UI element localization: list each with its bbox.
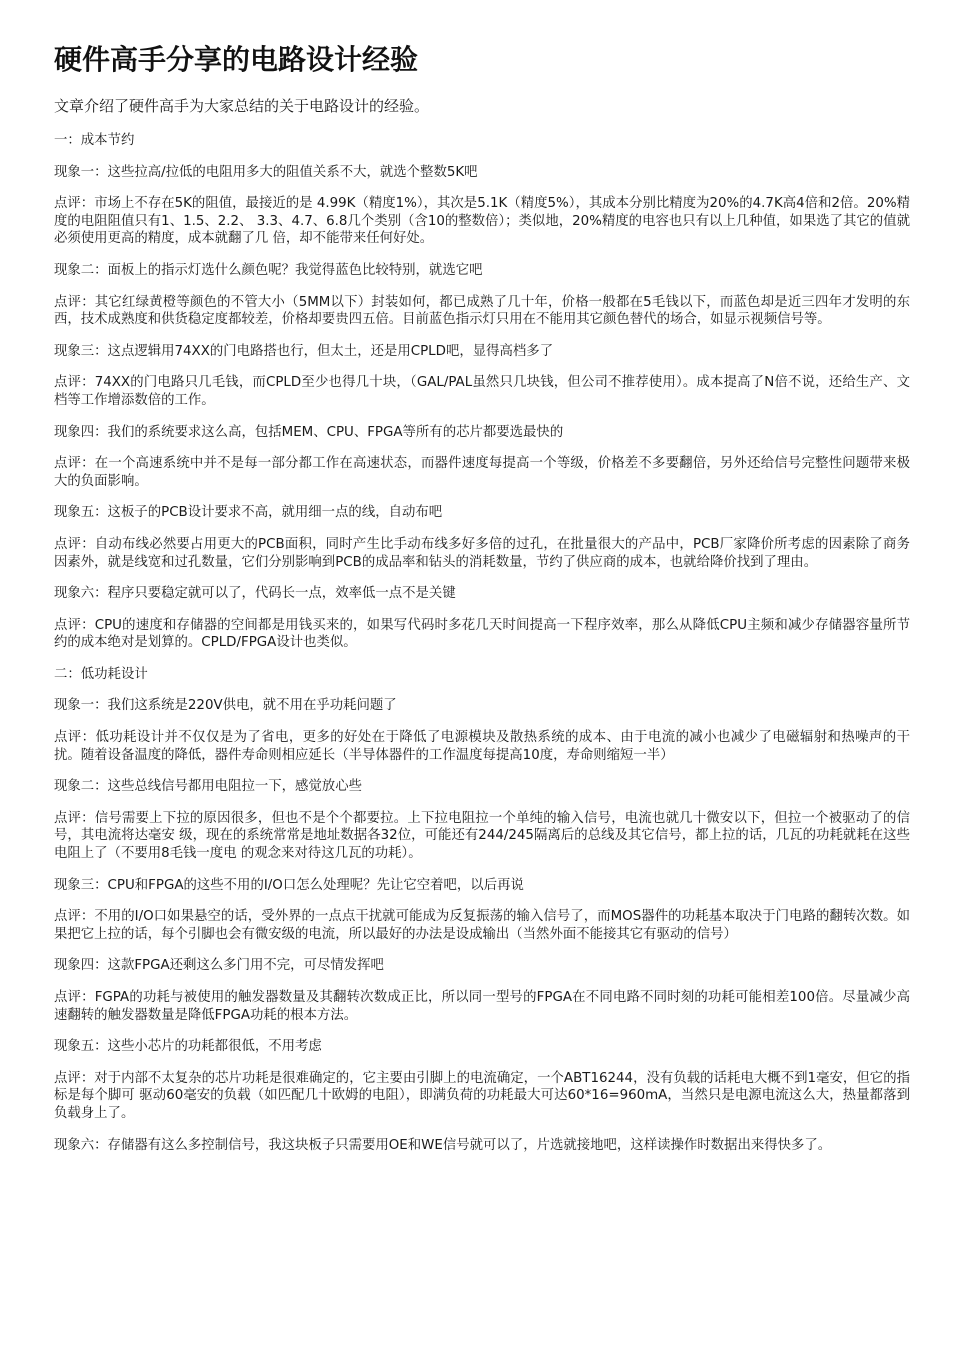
comment-paragraph: 点评：74XX的门电路只几毛钱，而CPLD至少也得几十块，（GAL/PAL虽然只几块钱，但公司不推荐使用）。成本提高了N倍不说，还给生产、文档等工作增添数倍的工作。 xyxy=(54,375,910,408)
comment-paragraph: 点评：FGPA的功耗与被使用的触发器数量及其翻转次数成正比，所以同一型号的FPGA在不同电路不同时刻的功耗可能相差100倍。尽量减少高速翻转的触发器数量是降低FPGA功耗的根本方法。 xyxy=(54,990,910,1023)
phenomenon-paragraph: 现象六：程序只要稳定就可以了，代码长一点，效率低一点不是关键 xyxy=(54,586,456,602)
comment-paragraph: 点评：低功耗设计并不仅仅是为了省电，更多的好处在于降低了电源模块及散热系统的成本、由于电流的减小也减少了电磁辐射和热噪声的干扰。随着设备温度的降低，器件寿命则相应延长（半导体器件的工作温度每提高10度，寿命则缩短一半） xyxy=(54,730,910,763)
phenomenon-paragraph: 现象一：这些拉高/拉低的电阻用多大的阻值关系不大，就选个整数5K吧 xyxy=(54,164,478,180)
comment-paragraph: 点评：自动布线必然要占用更大的PCB面积，同时产生比手动布线多好多倍的过孔，在批量很大的产品中，PCB厂家降价所考虑的因素除了商务因素外，就是线宽和过孔数量，它们分别影响到PCB的成品率和钻头的消耗数量，节约了供应商的成本，也就给降价找到了理由。 xyxy=(54,536,910,570)
document-intro: 文章介绍了硬件高手为大家总结的关于电路设计的经验。 xyxy=(54,97,430,115)
phenomenon-paragraph: 现象三：这点逻辑用74XX的门电路搭也行，但太土，还是用CPLD吧，显得高档多了 xyxy=(54,343,554,359)
comment-paragraph: 点评：信号需要上下拉的原因很多，但也不是个个都要拉。上下拉电阻拉一个单纯的输入信号，电流也就几十微安以下，但拉一个被驱动了的信号，其电流将达毫安 级，现在的系统常常是地址数据各32位，可能还有244/245隔离后的总线及其它信号，都上拉的话，几瓦的功耗就耗在这些电阻上了（不要用8毛钱一度电 的观念来对待这几瓦的功耗）。 xyxy=(54,810,910,862)
comment-paragraph: 点评：对于内部不太复杂的芯片功耗是很难确定的，它主要由引脚上的电流确定，一个ABT16244，没有负载的话耗电大概不到1毫安，但它的指标是每个脚可 驱动60毫安的负载（如匹配几十欧姆的电阻），即满负荷的功耗最大可达60*16=960mA，当然只是电源电流这么大，热量都落到负载身上了。 xyxy=(54,1070,910,1121)
phenomenon-paragraph: 现象六：存储器有这么多控制信号，我这块板子只需要用OE和WE信号就可以了，片选就接地吧，这样读操作时数据出来得快多了。 xyxy=(54,1137,832,1153)
section-heading-low-power: 二：低功耗设计 xyxy=(54,666,148,682)
phenomenon-paragraph: 现象四：我们的系统要求这么高，包括MEM、CPU、FPGA等所有的芯片都要选最快的 xyxy=(54,424,564,440)
document-title: 硬件高手分享的电路设计经验 xyxy=(54,43,419,76)
phenomenon-paragraph: 现象一：我们这系统是220V供电，就不用在乎功耗问题了 xyxy=(54,698,397,714)
phenomenon-paragraph: 现象二：面板上的指示灯选什么颜色呢？我觉得蓝色比较特别，就选它吧 xyxy=(54,262,483,278)
phenomenon-paragraph: 现象五：这些小芯片的功耗都很低，不用考虑 xyxy=(54,1039,322,1055)
comment-paragraph: 点评：在一个高速系统中并不是每一部分都工作在高速状态，而器件速度每提高一个等级，价格差不多要翻倍，另外还给信号完整性问题带来极大的负面影响。 xyxy=(54,456,910,489)
section-heading-cost: 一：成本节约 xyxy=(54,133,135,148)
phenomenon-paragraph: 现象四：这款FPGA还剩这么多门用不完，可尽情发挥吧 xyxy=(54,958,384,974)
comment-paragraph: 点评：其它红绿黄橙等颜色的不管大小（5MM以下）封装如何，都已成熟了几十年，价格一般都在5毛钱以下，而蓝色却是近三四年才发明的东西，技术成熟度和供货稳定度都较差，价格却要贵四五倍。目前蓝色指示灯只用在不能用其它颜色替代的场合，如显示视频信号等。 xyxy=(54,294,910,328)
comment-paragraph: 点评：不用的I/O口如果悬空的话，受外界的一点点干扰就可能成为反复振荡的输入信号了，而MOS器件的功耗基本取决于门电路的翻转次数。如果把它上拉的话，每个引脚也会有微安级的电流，所以最好的办法是设成输出（当然外面不能接其它有驱动的信号） xyxy=(54,909,910,942)
phenomenon-paragraph: 现象二：这些总线信号都用电阻拉一下，感觉放心些 xyxy=(54,779,362,795)
phenomenon-paragraph: 现象三：CPU和FPGA的这些不用的I/O口怎么处理呢？先让它空着吧，以后再说 xyxy=(54,877,524,893)
document-page xyxy=(54,38,910,1168)
phenomenon-paragraph: 现象五：这板子的PCB设计要求不高，就用细一点的线，自动布吧 xyxy=(54,505,443,521)
comment-paragraph: 点评：CPU的速度和存储器的空间都是用钱买来的，如果写代码时多花几天时间提高一下程序效率，那么从降低CPU主频和减少存储器容量所节约的成本绝对是划算的。CPLD/FPGA设计也类似。 xyxy=(54,617,910,651)
comment-paragraph: 点评：市场上不存在5K的阻值，最接近的是 4.99K（精度1%），其次是5.1K（精度5%），其成本分别比精度为20%的4.7K高4倍和2倍。20%精度的电阻阻值只有1、1.5、2.2、 3.3、4.7、6.8几个类别（含10的整数倍）；类似地，20%精度的电容也只有以上几种值，如果选了其它的值就必须使用更高的精度，成本就翻了几 倍，却不能带来任何好处。 xyxy=(54,196,910,247)
